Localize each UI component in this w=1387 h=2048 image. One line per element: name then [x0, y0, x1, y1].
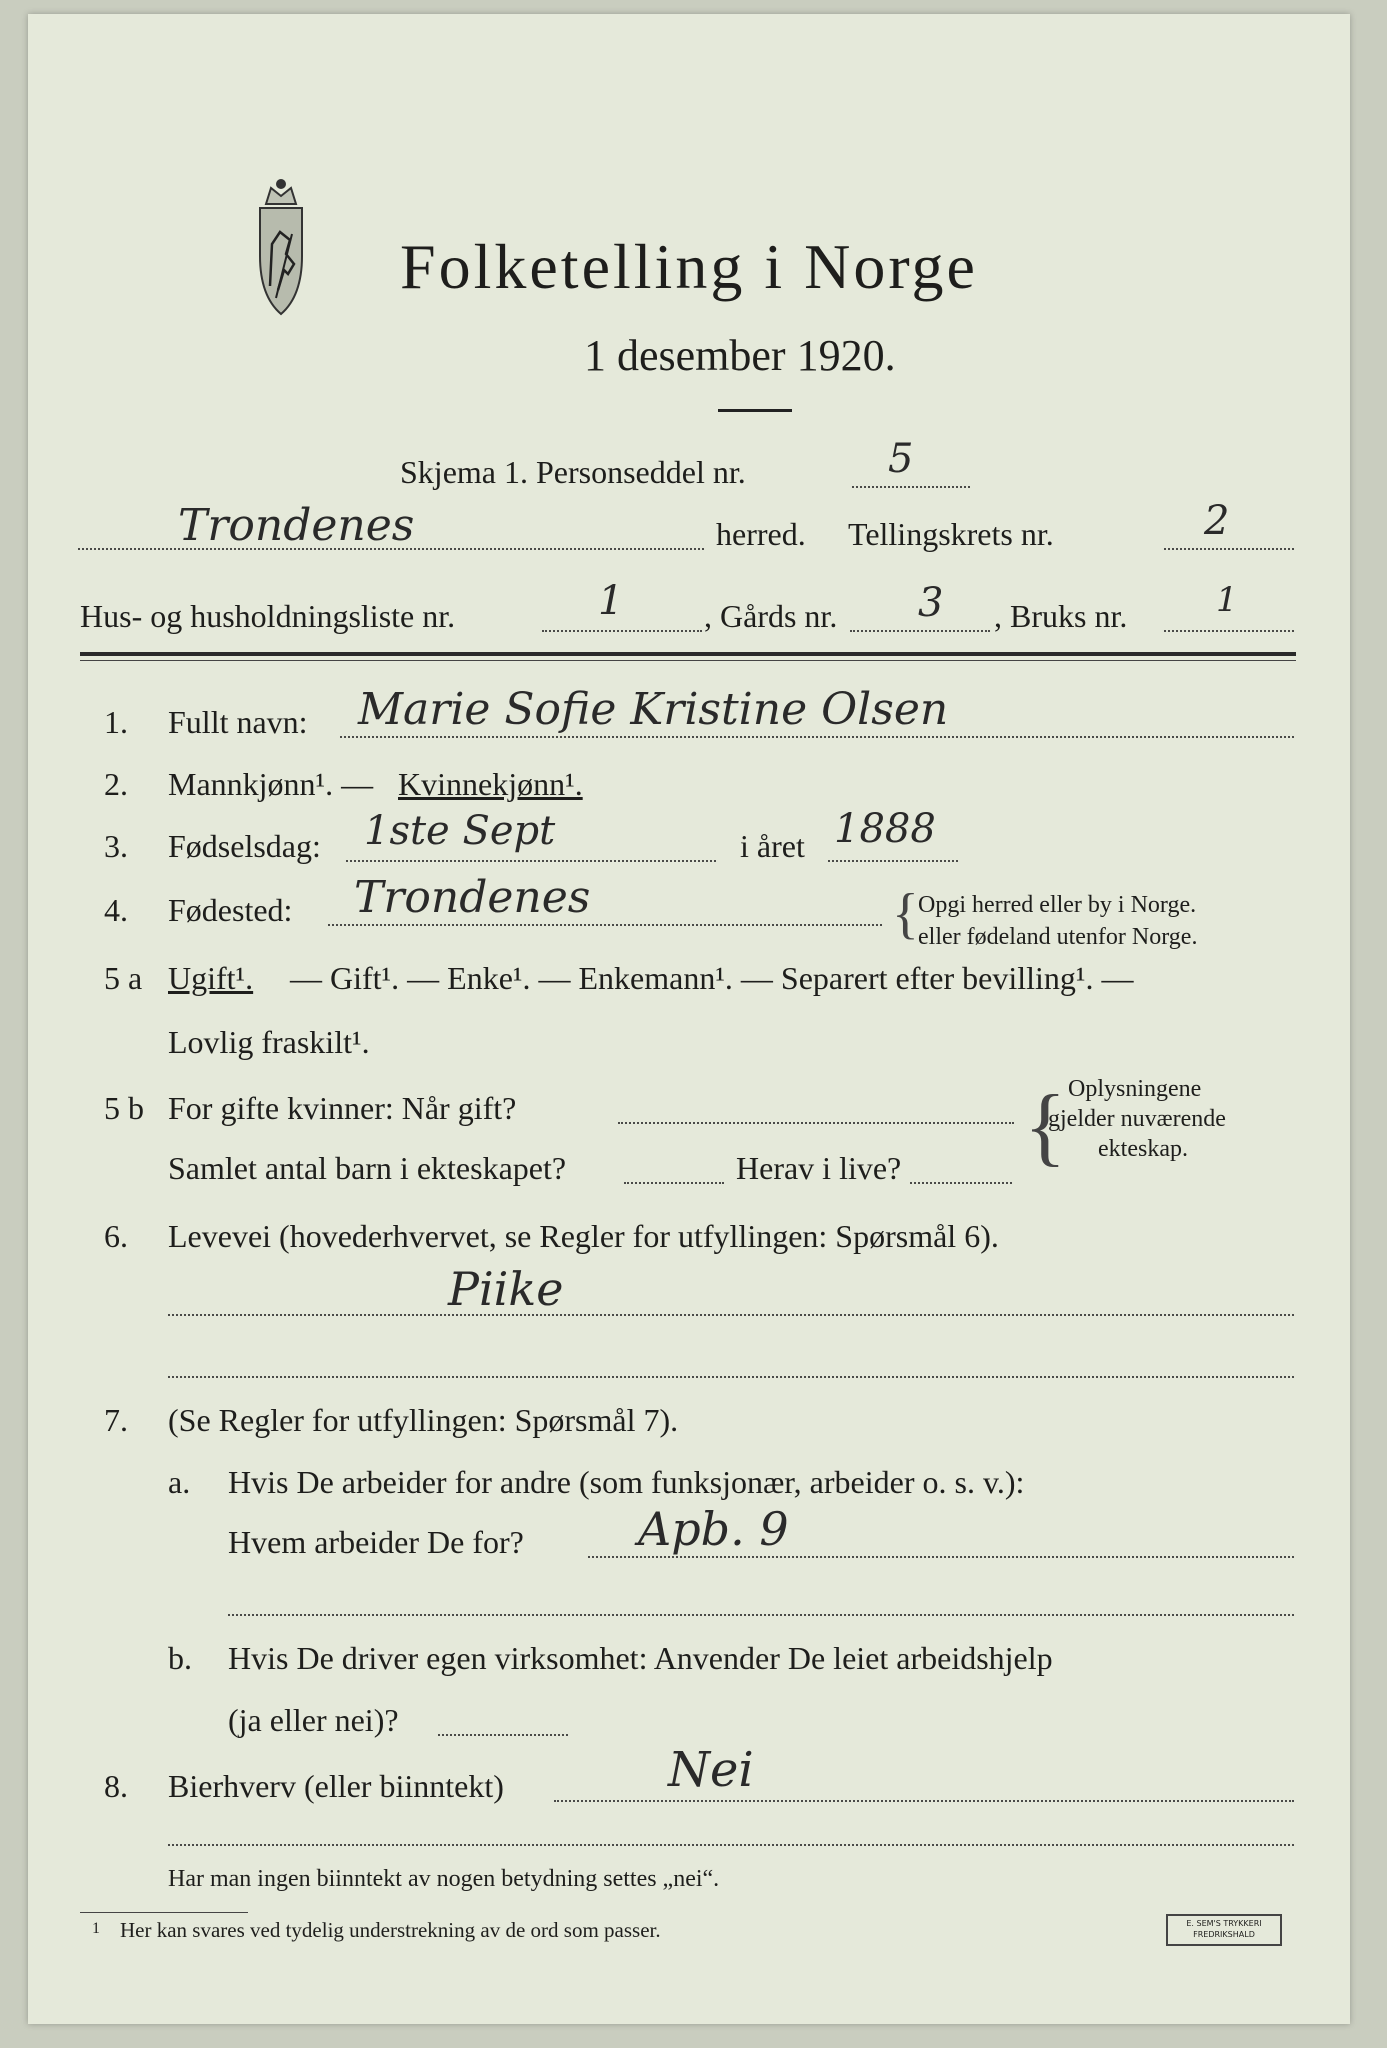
q7b-label-2: (ja eller nei)? [228, 1702, 399, 1738]
q8-label: Bierhverv (eller biinntekt) [168, 1768, 504, 1804]
footnote-number: 1 [92, 1920, 100, 1937]
q5b-note-1: Oplysningene [1068, 1076, 1202, 1102]
q6-label: Levevei (hovederhvervet, se Regler for utfyllingen: Spørsmål 6). [168, 1218, 999, 1254]
q6-number: 6. [104, 1218, 128, 1254]
census-form [28, 14, 1350, 2024]
occupation-value: Piike [448, 1262, 564, 1316]
year-label: i året [740, 828, 805, 864]
q7-number: 7. [104, 1402, 128, 1438]
q7-label: (Se Regler for utfyllingen: Spørsmål 7). [168, 1402, 679, 1438]
hus-label: Hus- og husholdningsliste nr. [80, 598, 456, 634]
q5a-line2: Lovlig fraskilt¹. [168, 1024, 370, 1060]
bruks-value: 1 [1216, 580, 1238, 620]
printer-stamp: E. SEM'S TRYKKERI FREDRIKSHALD [1166, 1914, 1282, 1946]
q5b-children-label: Samlet antal barn i ekteskapet? [168, 1150, 567, 1186]
q7b-label: Hvis De driver egen virksomhet: Anvender De leiet arbeidshjelp [228, 1640, 1053, 1676]
q2-female-underlined: Kvinnekjønn¹. [398, 766, 583, 802]
footnote-rule [80, 1912, 248, 1913]
hus-value: 1 [598, 578, 624, 624]
q2-number: 2. [104, 766, 128, 802]
bruks-label: , Bruks nr. [994, 598, 1128, 634]
q8-number: 8. [104, 1768, 128, 1804]
header-rule [80, 652, 1296, 656]
q7b-letter: b. [168, 1640, 192, 1676]
tellingskrets-value: 2 [1204, 498, 1230, 544]
q1-label: Fullt navn: [168, 704, 308, 740]
employer-value: Apb. 9 [638, 1502, 789, 1556]
side-income-value: Nei [668, 1742, 754, 1798]
q5b-note-3: ekteskap. [1098, 1136, 1188, 1162]
form-title: Folketelling i Norge [400, 231, 978, 302]
herred-value: Trondenes [178, 500, 415, 551]
form-date: 1 desember 1920. [584, 331, 896, 380]
gards-label: , Gårds nr. [704, 598, 838, 634]
q7a-letter: a. [168, 1464, 191, 1500]
q7a-label: Hvis De arbeider for andre (som funksjonær, arbeider o. s. v.): [228, 1464, 1025, 1500]
herred-label: herred. [716, 516, 806, 552]
q5a-options: — Gift¹. — Enke¹. — Enkemann¹. — Separert efter bevilling¹. — [290, 960, 1134, 996]
q7a-label-2: Hvem arbeider De for? [228, 1524, 524, 1560]
q2-male: Mannkjønn¹. — [168, 766, 374, 802]
q5b-label: For gifte kvinner: Når gift? [168, 1090, 517, 1126]
footnote-text: Her kan svares ved tydelig understrekning av de ord som passer. [120, 1918, 661, 1942]
norway-coat-of-arms-icon [236, 174, 326, 324]
birth-year-value: 1888 [834, 806, 936, 852]
q4-label: Fødested: [168, 892, 293, 928]
q4-note-2: eller fødeland utenfor Norge. [918, 924, 1198, 950]
q5a-number: 5 a [104, 960, 143, 996]
q4-brace: { [892, 883, 919, 945]
q4-number: 4. [104, 892, 128, 928]
q1-number: 1. [104, 704, 128, 740]
q3-number: 3. [104, 828, 128, 864]
full-name-value: Marie Sofie Kristine Olsen [358, 684, 949, 735]
q5b-alive-label: Herav i live? [736, 1150, 902, 1186]
q3-label: Fødselsdag: [168, 828, 321, 864]
q5a-unmarried-underlined: Ugift¹. [168, 960, 254, 996]
q5b-number: 5 b [104, 1090, 144, 1126]
birthday-value: 1ste Sept [364, 808, 556, 854]
nei-note: Har man ingen biinntekt av nogen betydning settes „nei“. [168, 1866, 720, 1892]
skjema-label: Skjema 1. Personseddel nr. [400, 454, 746, 490]
skjema-value: 5 [888, 436, 914, 482]
q5b-note-2: gjelder nuværende [1048, 1106, 1226, 1132]
q5b-brace: { [1024, 1078, 1067, 1175]
birthplace-value: Trondenes [354, 872, 591, 923]
title-divider [718, 409, 792, 412]
q4-note-1: Opgi herred eller by i Norge. [918, 892, 1197, 918]
gards-value: 3 [918, 580, 944, 626]
tellingskrets-label: Tellingskrets nr. [848, 516, 1054, 552]
